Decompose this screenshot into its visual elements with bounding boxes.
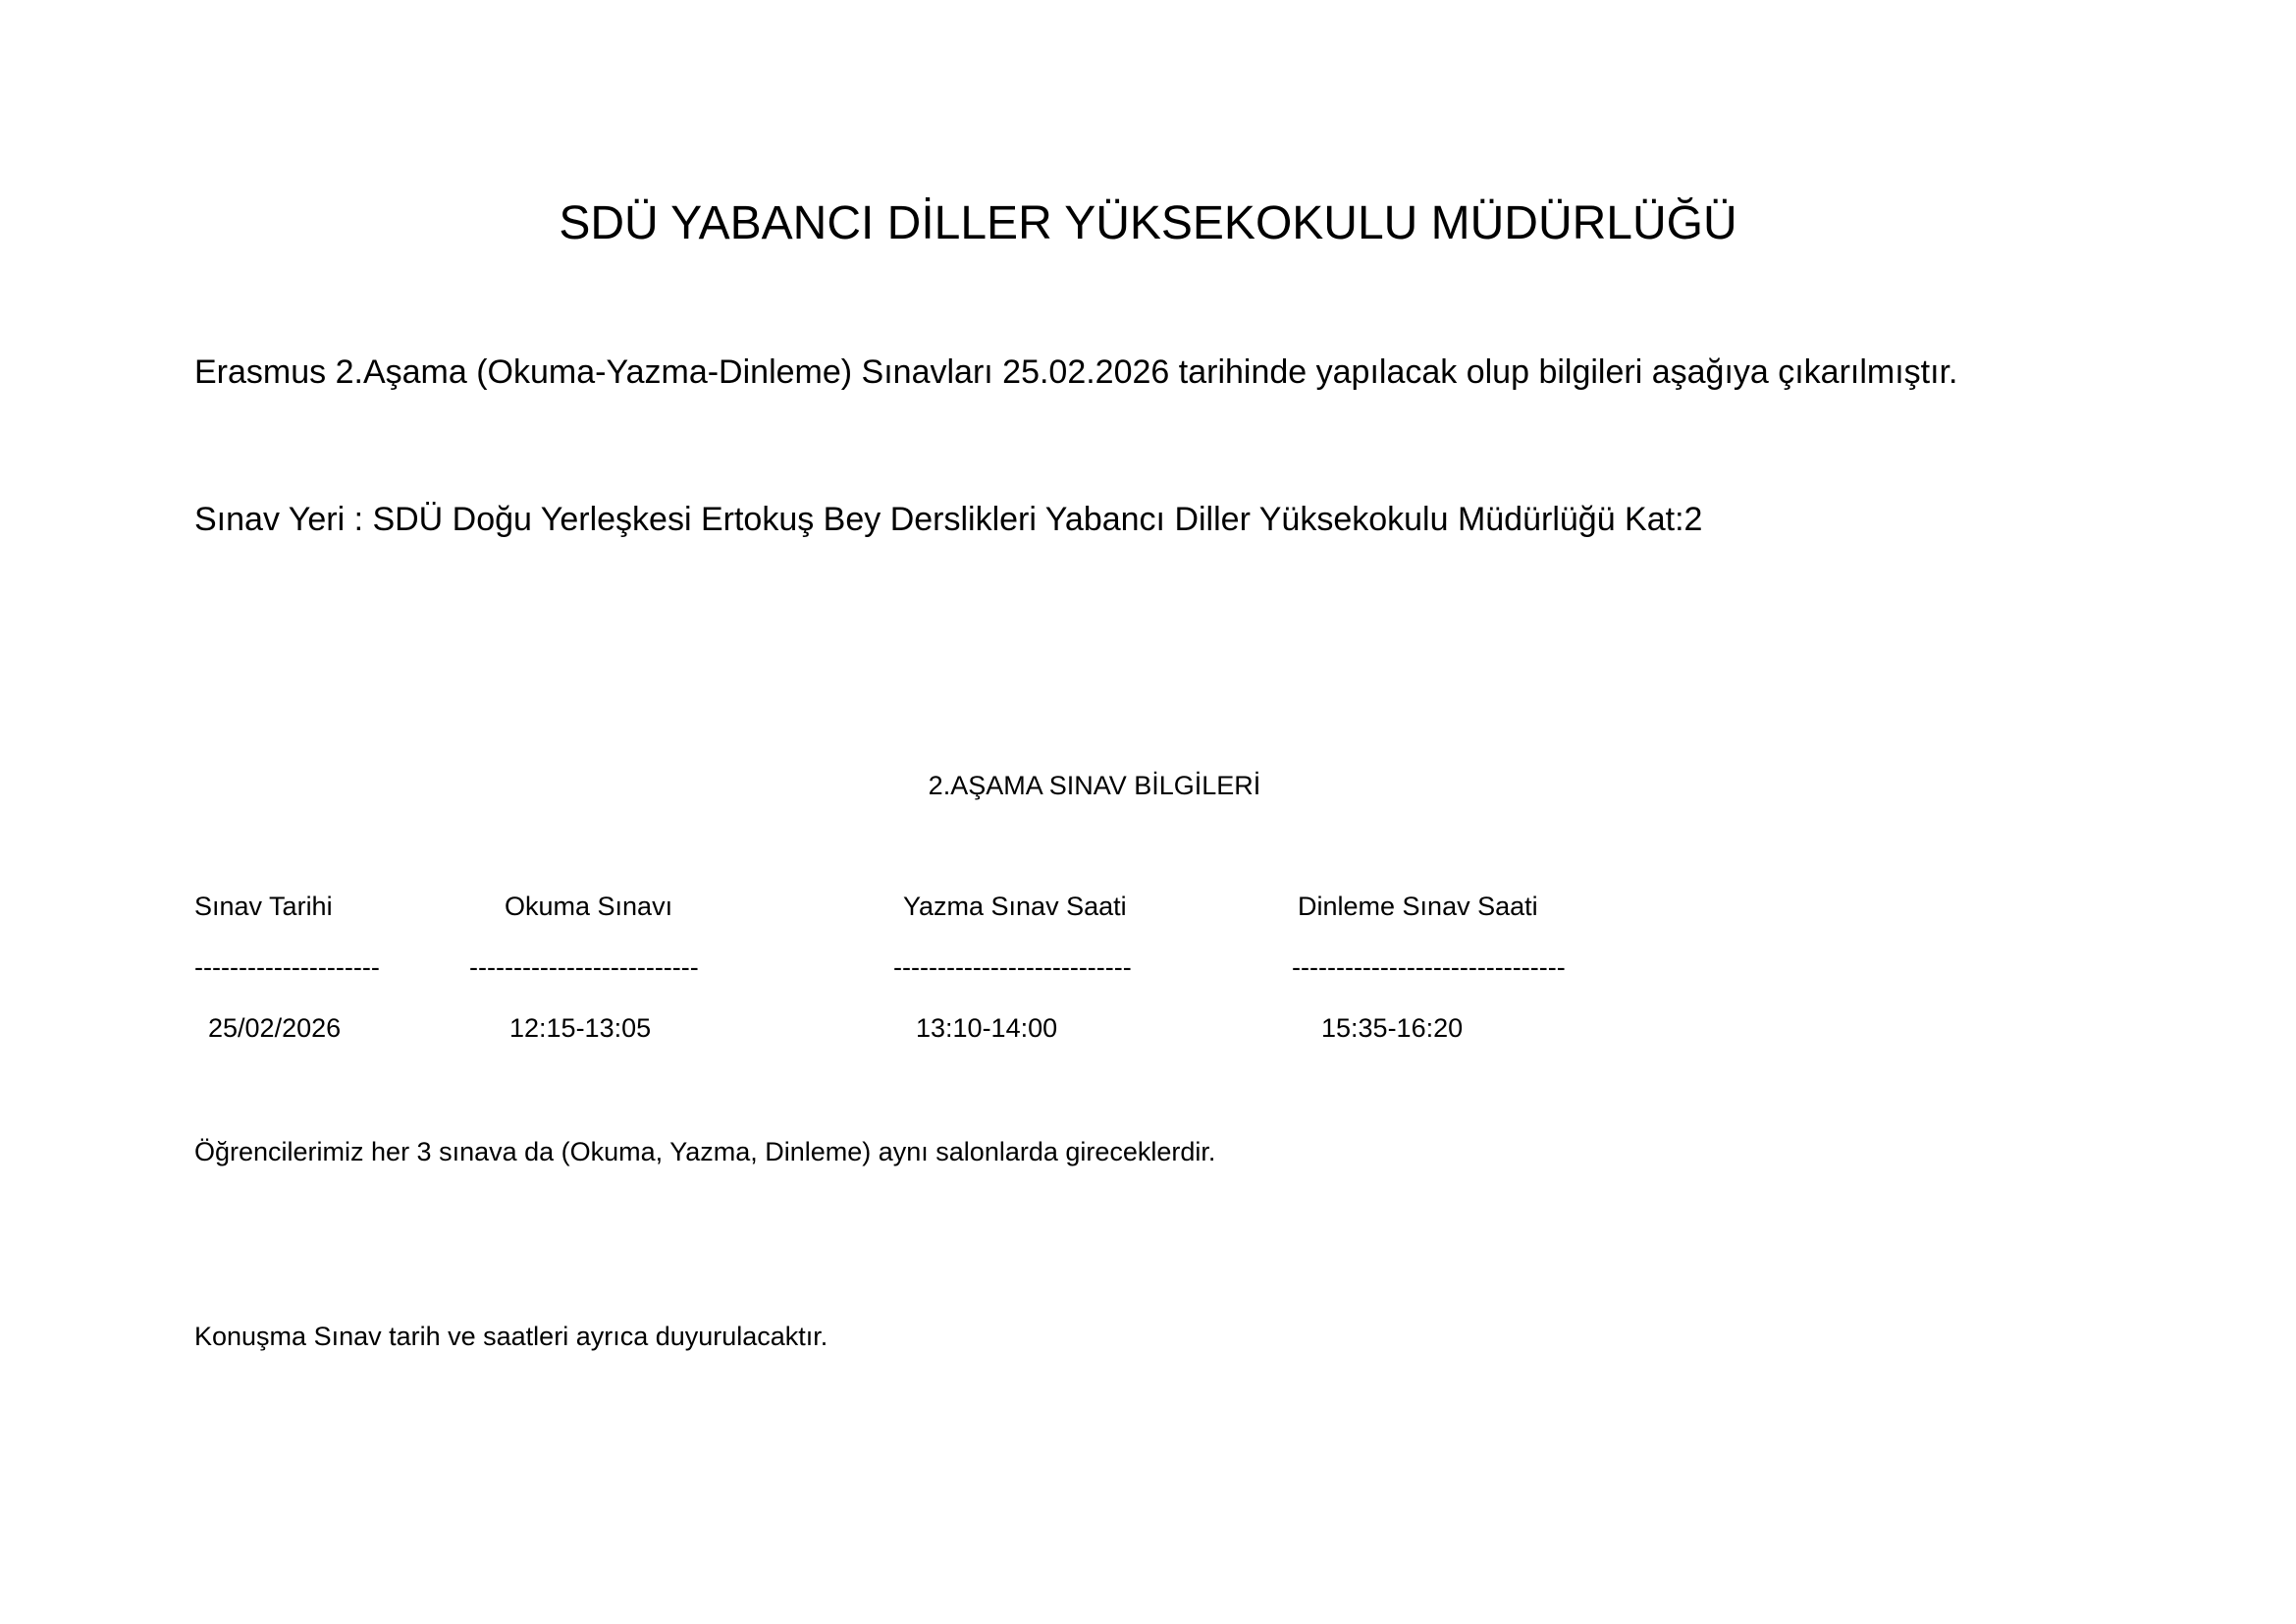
section-title: 2.AŞAMA SINAV BİLGİLERİ — [928, 771, 1261, 800]
intro-paragraph: Erasmus 2.Aşama (Okuma-Yazma-Dinleme) Sınavları 25.02.2026 tarihinde yapılacak olup bilgileri aşağıya çıkarılmıştır. — [194, 353, 1958, 391]
note-speaking-exam: Konuşma Sınav tarih ve saatleri ayrıca duyurulacaktır. — [194, 1322, 828, 1351]
value-listening-time: 15:35-16:20 — [1321, 1013, 1464, 1043]
dash-separator: -------------------------- — [469, 952, 699, 982]
document-title: SDÜ YABANCI DİLLER YÜKSEKOKULU MÜDÜRLÜĞÜ — [559, 197, 1737, 249]
exam-place: Sınav Yeri : SDÜ Doğu Yerleşkesi Ertokuş Bey Derslikleri Yabancı Diller Yüksekokulu Müdürlüğü Kat:2 — [194, 501, 1703, 538]
header-listening-time: Dinleme Sınav Saati — [1298, 892, 1538, 921]
dash-separator: ------------------------------- — [1292, 952, 1566, 982]
header-writing-time: Yazma Sınav Saati — [903, 892, 1127, 921]
header-reading-exam: Okuma Sınavı — [505, 892, 673, 921]
value-reading-time: 12:15-13:05 — [509, 1013, 652, 1043]
dash-separator: --------------------- — [194, 952, 380, 982]
note-same-room: Öğrencilerimiz her 3 sınava da (Okuma, Yazma, Dinleme) aynı salonlarda gireceklerdir. — [194, 1137, 1216, 1166]
dash-separator: --------------------------- — [893, 952, 1132, 982]
value-exam-date: 25/02/2026 — [208, 1013, 342, 1043]
header-exam-date: Sınav Tarihi — [194, 892, 333, 921]
value-writing-time: 13:10-14:00 — [916, 1013, 1058, 1043]
